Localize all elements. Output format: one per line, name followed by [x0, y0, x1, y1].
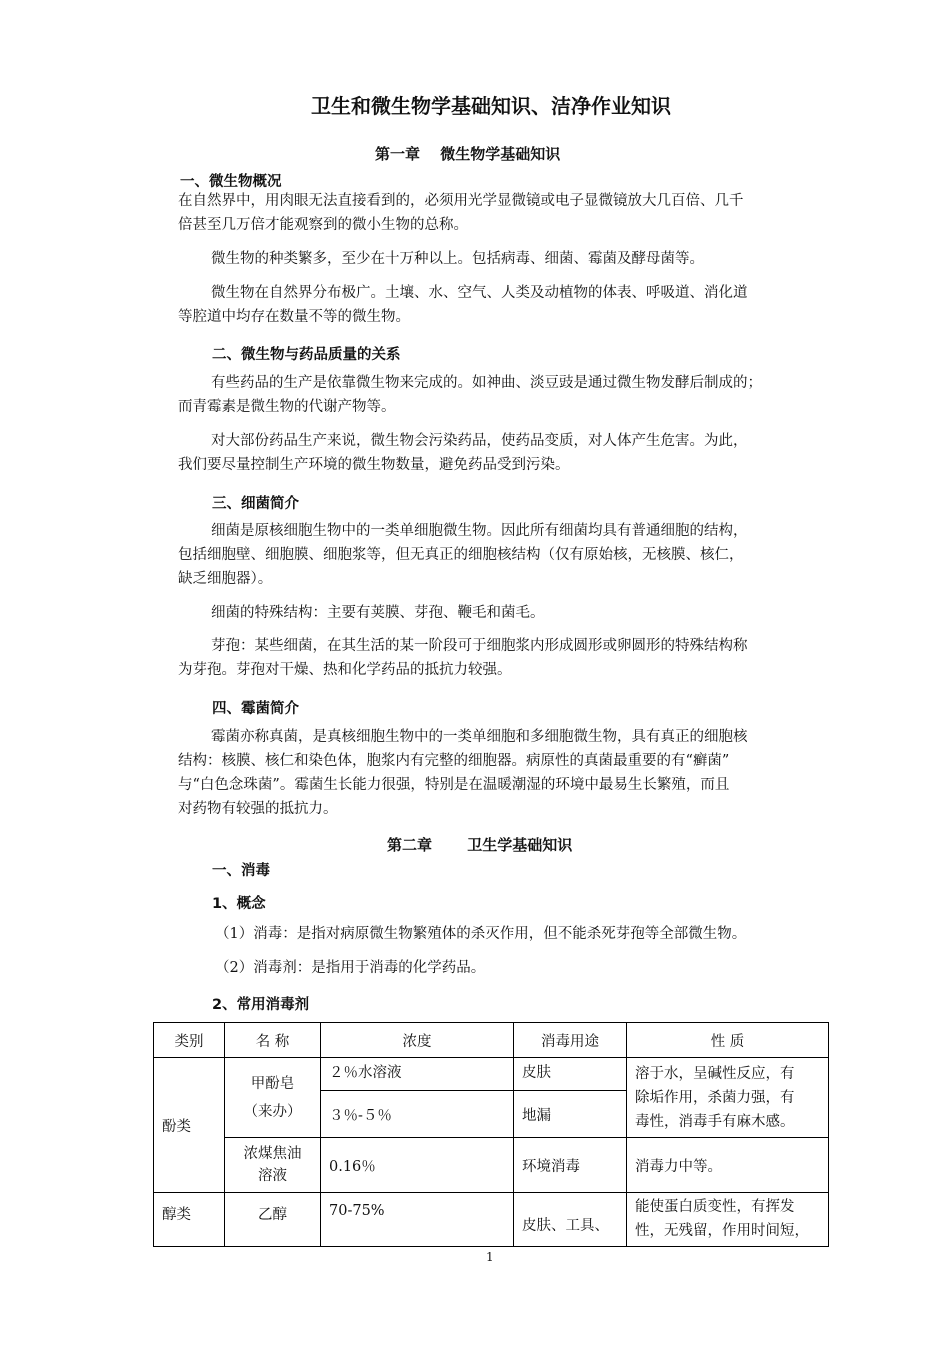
- table-cell-concentration: ２％水溶液: [321, 1058, 514, 1091]
- table-row: [154, 1058, 829, 1091]
- table-header-cell: 消毒用途: [514, 1023, 627, 1058]
- paragraph-line: 我们要尽量控制生产环境的微生物数量，避免药品受到污染。: [178, 457, 570, 473]
- section-heading: 四、霉菌简介: [212, 701, 299, 717]
- cell-line: 毒性，消毒手有麻木感。: [635, 1113, 795, 1130]
- table-cell-name: 乙醇: [225, 1193, 321, 1247]
- cell-line: 溶液: [258, 1168, 287, 1184]
- subsection-heading: 2、常用消毒剂: [212, 997, 310, 1013]
- paragraph-line: 有些药品的生产是依靠微生物来完成的。如神曲、淡豆豉是通过微生物发酵后制成的；: [211, 375, 762, 391]
- disinfectant-table: [153, 1022, 829, 1247]
- paragraph-line: 在自然界中，用肉眼无法直接看到的，必须用光学显微镜或电子显微镜放大几百倍、几千: [178, 193, 744, 209]
- cell-line: 能使蛋白质变性，有挥发: [635, 1199, 795, 1215]
- cell-line: （来办）: [243, 1103, 302, 1120]
- table-row: [154, 1138, 829, 1193]
- table-header-cell: 类别: [154, 1023, 225, 1058]
- table-cell-property: [627, 1058, 829, 1138]
- paragraph-line: 等腔道中均存在数量不等的微生物。: [178, 309, 410, 325]
- table-cell-use: 环境消毒: [514, 1138, 627, 1193]
- cell-line: 性，无残留，作用时间短，: [635, 1223, 809, 1239]
- table-header-cell: 性 质: [627, 1023, 829, 1058]
- table-header-row: [154, 1023, 829, 1058]
- table-cell-use: 地漏: [514, 1091, 627, 1138]
- cell-line: 甲酚皂: [250, 1075, 295, 1092]
- table-cell-property: 消毒力中等。: [627, 1138, 829, 1193]
- table-cell-category: 酚类: [154, 1058, 225, 1193]
- section-heading: 一、消毒: [212, 863, 270, 879]
- document-title: 卫生和微生物学基础知识、洁净作业知识: [311, 94, 671, 118]
- paragraph-line: 对大部份药品生产来说，微生物会污染药品，使药品变质，对人体产生危害。为此，: [211, 433, 748, 449]
- paragraph-line: 细菌的特殊结构：主要有荚膜、芽孢、鞭毛和菌毛。: [211, 605, 545, 621]
- table-header-cell: 浓度: [321, 1023, 514, 1058]
- table-cell-category: 醇类: [154, 1193, 225, 1247]
- paragraph-line: 霉菌亦称真菌，是真核细胞生物中的一类单细胞和多细胞微生物，具有真正的细胞核: [211, 729, 748, 745]
- table-cell-use: 皮肤、工具、: [514, 1193, 627, 1247]
- cell-line: 浓煤焦油: [243, 1146, 302, 1162]
- paragraph-line: 细菌是原核细胞生物中的一类单细胞微生物。因此所有细菌均具有普通细胞的结构，: [211, 523, 748, 539]
- table-cell-property: [627, 1193, 829, 1247]
- subsection-heading: 1、概念: [212, 896, 266, 912]
- cell-line: 除垢作用，杀菌力强，有: [635, 1089, 795, 1106]
- page-number: 1: [486, 1250, 494, 1264]
- table-cell-concentration: ３％-５％: [321, 1091, 514, 1138]
- paragraph-line: 对药物有较强的抵抗力。: [178, 801, 338, 817]
- section-heading: 二、微生物与药品质量的关系: [212, 347, 401, 363]
- table-cell-use: 皮肤: [514, 1058, 627, 1091]
- table-row: [154, 1193, 829, 1247]
- paragraph-line: 而青霉素是微生物的代谢产物等。: [178, 399, 396, 415]
- table-cell-name: [225, 1058, 321, 1138]
- section-heading: 一、微生物概况: [180, 174, 282, 190]
- paragraph-line: 倍甚至几万倍才能观察到的微小生物的总称。: [178, 217, 468, 233]
- paragraph-line: 结构：核膜、核仁和染色体，胞浆内有完整的细胞器。病原性的真菌最重要的有“癣菌”: [178, 753, 730, 769]
- paragraph-line: 芽孢：某些细菌，在其生活的某一阶段可于细胞浆内形成圆形或卵圆形的特殊结构称: [211, 638, 748, 654]
- table-cell-name: [225, 1138, 321, 1193]
- cell-line: 溶于水，呈碱性反应，有: [635, 1065, 795, 1082]
- paragraph-line: 缺乏细胞器）。: [178, 571, 273, 587]
- table-cell-concentration: 0.16％: [321, 1138, 514, 1193]
- chapter-2-heading: 第二章 卫生学基础知识: [387, 836, 573, 854]
- paragraph-line: 包括细胞壁、细胞膜、细胞浆等，但无真正的细胞核结构（仅有原始核，无核膜、核仁，: [178, 547, 744, 563]
- paragraph-line: 微生物的种类繁多，至少在十万种以上。包括病毒、细菌、霉菌及酵母菌等。: [211, 251, 704, 267]
- chapter-1-heading: 第一章 微生物学基础知识: [375, 145, 561, 163]
- list-item: （1）消毒：是指对病原微生物繁殖体的杀灭作用，但不能杀死芽孢等全部微生物。: [215, 926, 747, 942]
- paragraph-line: 与“白色念珠菌”。霉菌生长能力很强，特别是在温暖潮湿的环境中最易生长繁殖，而且: [178, 777, 730, 793]
- paragraph-line: 微生物在自然界分布极广。土壤、水、空气、人类及动植物的体表、呼吸道、消化道: [211, 285, 748, 301]
- list-item: （2）消毒剂：是指用于消毒的化学药品。: [215, 960, 486, 976]
- paragraph-line: 为芽孢。芽孢对干燥、热和化学药品的抵抗力较强。: [178, 662, 512, 678]
- table-header-cell: 名 称: [225, 1023, 321, 1058]
- section-heading: 三、细菌简介: [212, 496, 299, 512]
- table-cell-concentration: 70-75%: [321, 1193, 514, 1247]
